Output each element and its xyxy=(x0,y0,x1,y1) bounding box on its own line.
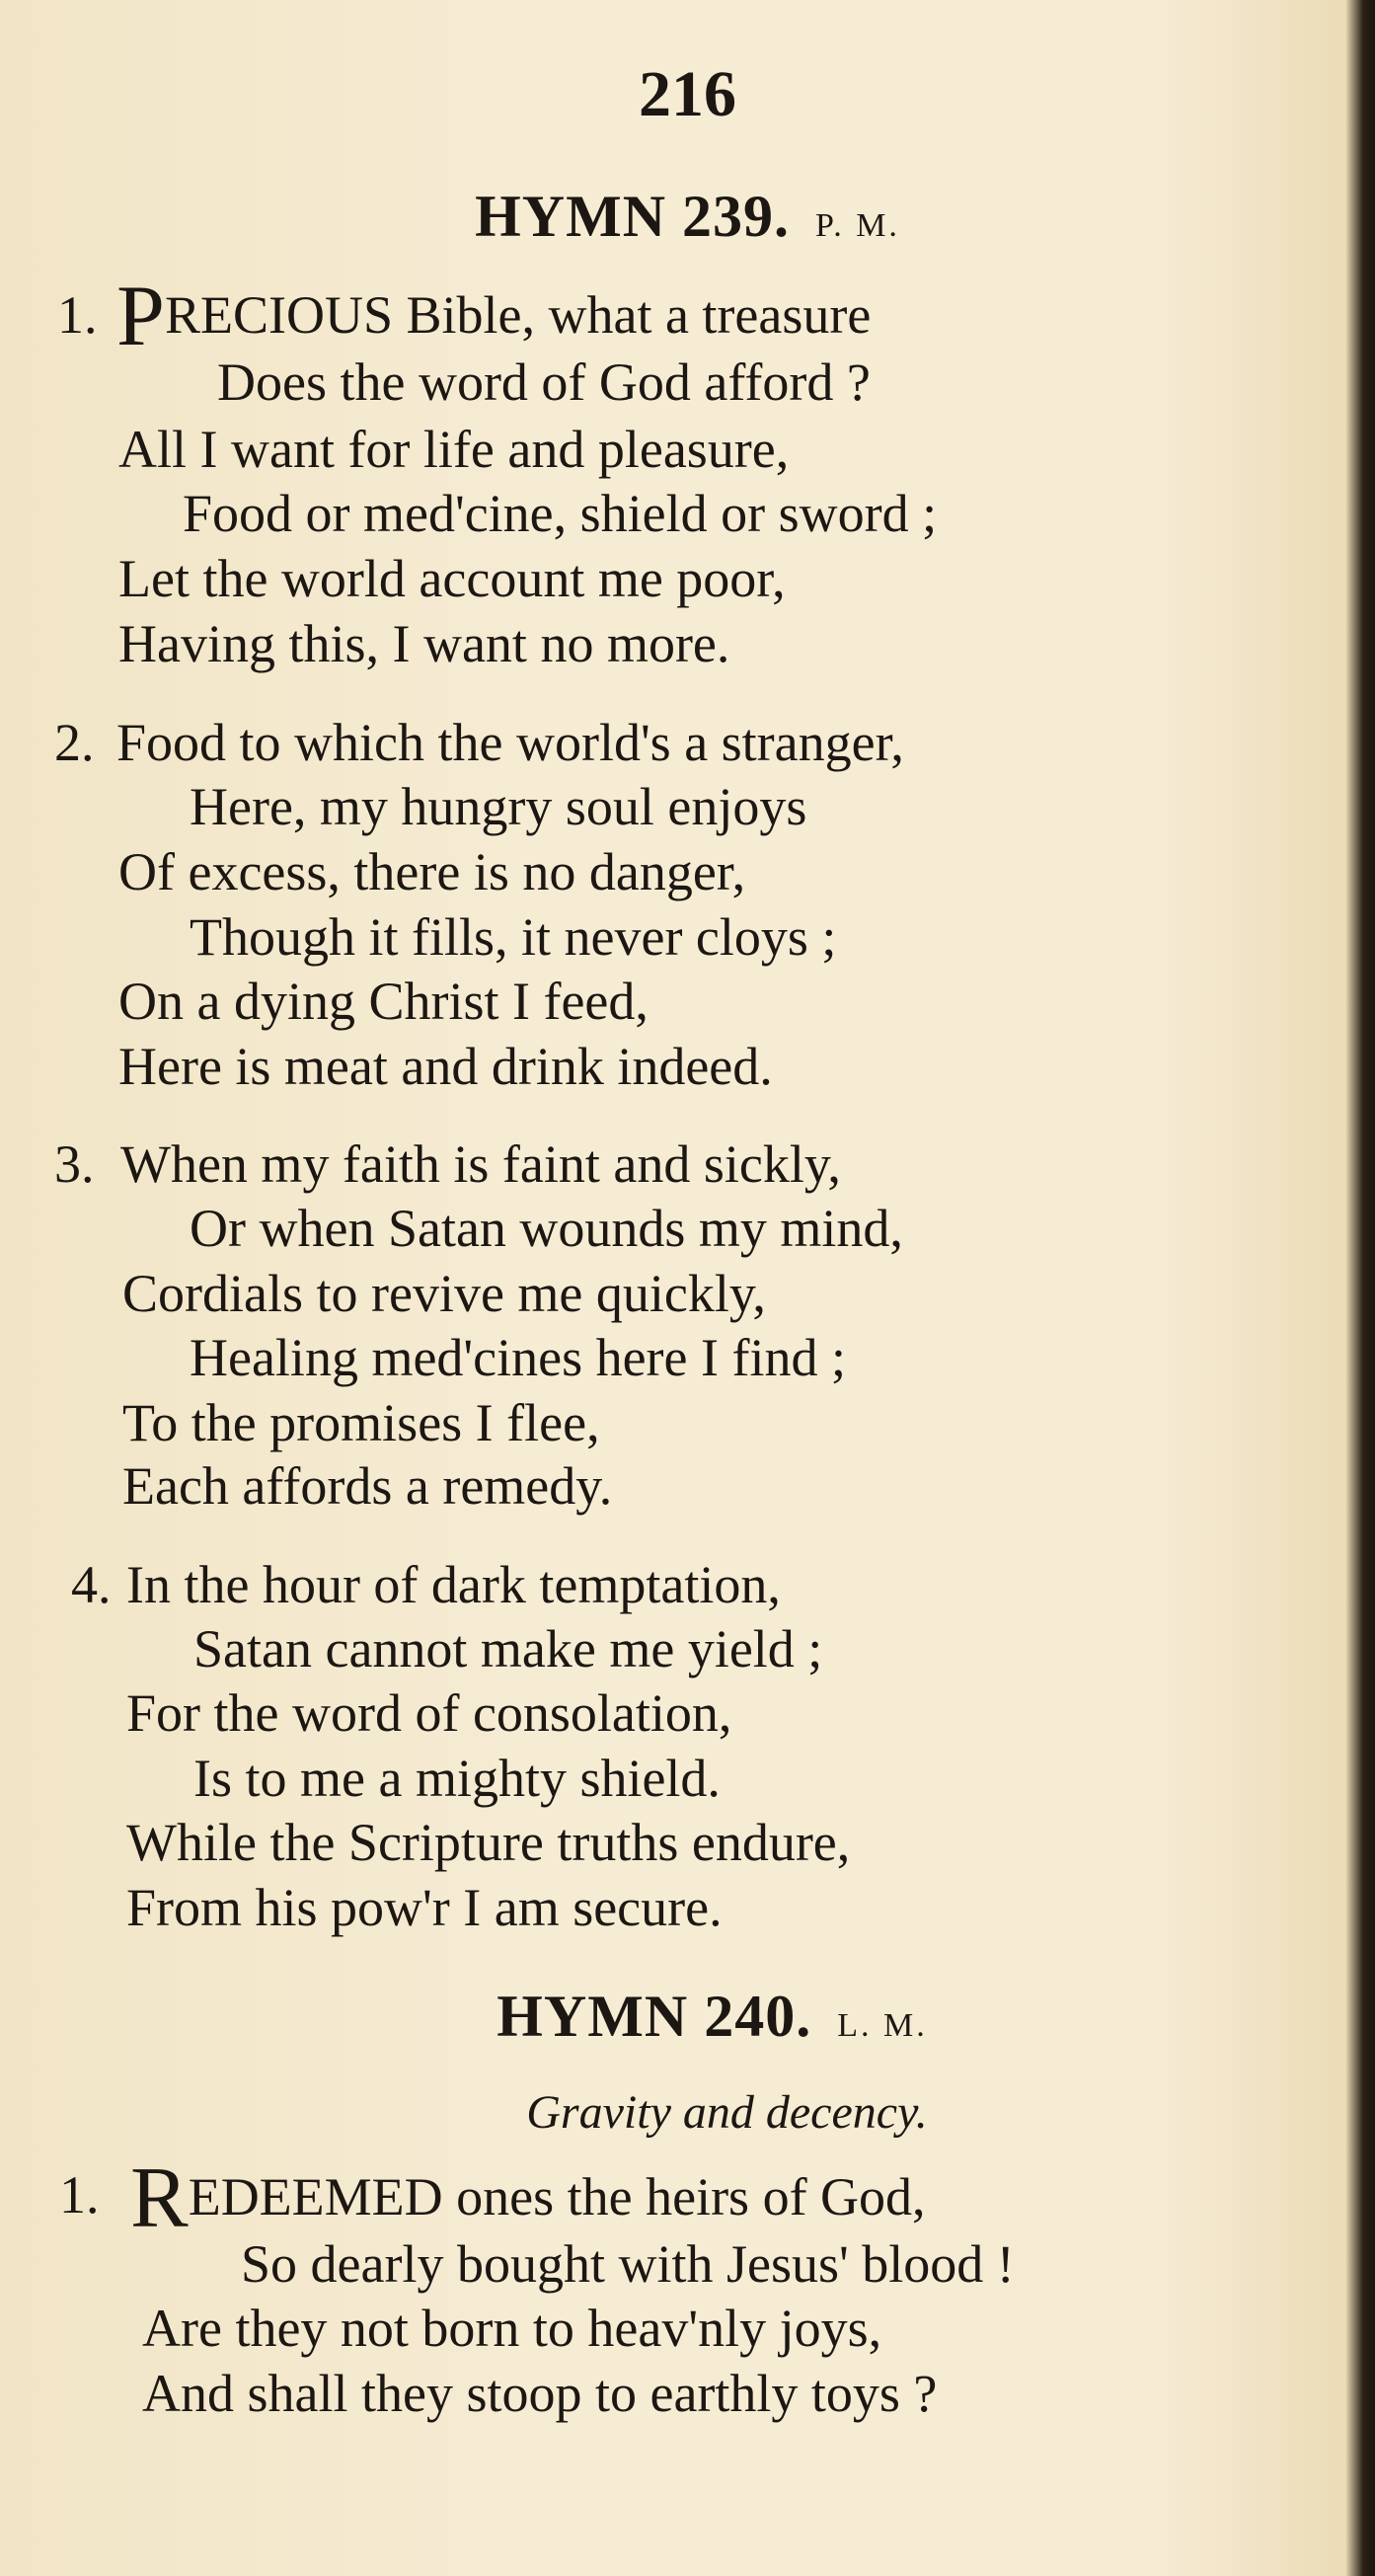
hymn-239-meter: P. M. xyxy=(815,207,900,244)
verse-line: On a dying Christ I feed, xyxy=(118,972,649,1031)
hymn-240-subtitle: Gravity and decency. xyxy=(526,2086,928,2139)
verse-line: So dearly bought with Jesus' blood ! xyxy=(241,2234,1015,2294)
verse-line: Is to me a mighty shield. xyxy=(193,1749,721,1808)
verse-line: Each affords a remedy. xyxy=(122,1456,613,1516)
verse-line: Though it fills, it never cloys ; xyxy=(190,907,837,967)
verse-line xyxy=(116,269,872,364)
drop-cap: R xyxy=(130,2150,189,2246)
hymn-239-heading: HYMN 239. xyxy=(475,184,791,249)
verse-line-text: RECIOUS Bible, what a treasure xyxy=(164,285,872,345)
verse-line: When my faith is faint and sickly, xyxy=(120,1134,841,1194)
verse-line: Food to which the world's a stranger, xyxy=(116,713,904,772)
verse-line: Does the word of God afford ? xyxy=(217,352,871,412)
hymn-240-meter: L. M. xyxy=(837,2007,928,2044)
page-edge-shadow xyxy=(1345,0,1375,2576)
verse-line: And shall they stoop to earthly toys ? xyxy=(142,2364,938,2423)
verse-line: To the promises I flee, xyxy=(122,1393,600,1452)
verse-number: 4. xyxy=(71,1555,112,1614)
verse-line: Of excess, there is no danger, xyxy=(118,842,746,901)
verse-line: Here is meat and drink indeed. xyxy=(118,1037,773,1096)
verse-line: Healing med'cines here I find ; xyxy=(190,1328,846,1387)
verse-line: Having this, I want no more. xyxy=(118,614,730,673)
hymn-240-title xyxy=(0,1983,1375,2051)
hymn-239-title xyxy=(0,183,1375,251)
page-number: 216 xyxy=(639,58,736,130)
verse-line: Let the world account me poor, xyxy=(118,549,786,608)
verse-line: Here, my hungry soul enjoys xyxy=(190,777,807,836)
drop-cap: P xyxy=(116,269,165,364)
verse-line xyxy=(130,2150,926,2246)
verse-number: 2. xyxy=(54,713,95,772)
verse-line: Are they not born to heav'nly joys, xyxy=(142,2299,882,2358)
hymn-240-heading: HYMN 240. xyxy=(497,1984,812,2049)
verse-line: Or when Satan wounds my mind, xyxy=(190,1199,903,1258)
verse-line: From his pow'r I am secure. xyxy=(126,1878,723,1937)
verse-number: 3. xyxy=(54,1134,95,1194)
verse-line: All I want for life and pleasure, xyxy=(118,420,790,479)
verse-line: In the hour of dark temptation, xyxy=(126,1555,781,1614)
verse-number: 1. xyxy=(59,2165,100,2225)
verse-line: Satan cannot make me yield ; xyxy=(193,1619,823,1678)
verse-line: Cordials to revive me quickly, xyxy=(122,1264,766,1323)
verse-line: Food or med'cine, shield or sword ; xyxy=(183,484,938,543)
verse-line: For the word of consolation, xyxy=(126,1683,732,1743)
verse-line-text: EDEEMED ones the heirs of God, xyxy=(188,2167,926,2226)
verse-line: While the Scripture truths endure, xyxy=(126,1813,851,1872)
verse-number: 1. xyxy=(57,285,98,345)
